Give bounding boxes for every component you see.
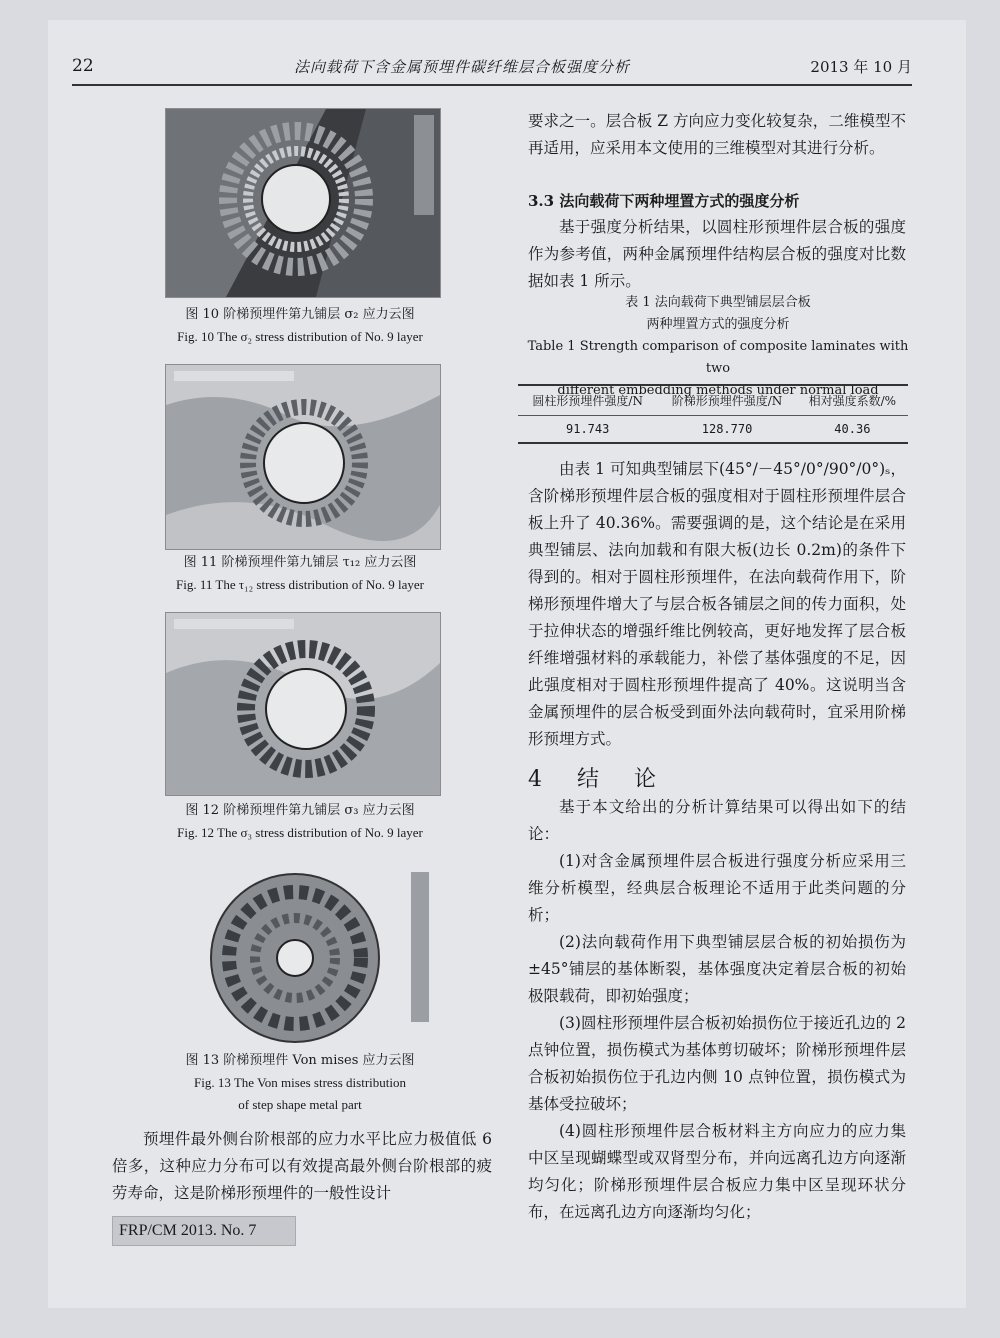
table-cell: 91.743: [566, 422, 610, 436]
intro-paragraph: 要求之一。层合板 Z 方向应力变化较复杂，二维模型不再适用，应采用本文使用的三维模型对其进行分析。: [528, 112, 906, 157]
figure-10-caption: [100, 304, 500, 348]
figure-10-caption-cn: 图 10 阶梯预埋件第九铺层 σ₂ 应力云图: [185, 307, 415, 322]
figure-12-image: [165, 612, 441, 796]
figure-10-image: [165, 108, 441, 298]
strength-table: [518, 384, 908, 444]
conclusion-4: (4)圆柱形预埋件层合板材料主方向应力的应力集中区呈现蝴蝶型或双肾型分布，并向远离孔边方向逐渐均匀化；阶梯形预埋件层合板应力集中区呈现环状分布，在远离孔边方向逐渐均匀化；: [528, 1122, 906, 1221]
issue-date: 2013 年 10 月: [810, 58, 912, 76]
figure-13-caption-en: Fig. 13 The Von mises stress distribution: [194, 1075, 406, 1090]
conclusion-3: (3)圆柱形预埋件层合板初始损伤位于接近孔边的 2 点钟位置，损伤模式为基体剪切破坏；阶梯形预埋件层合板初始损伤位于孔边内侧 10 点钟位置，损伤模式为基体受拉破坏；: [528, 1014, 906, 1113]
journal-footer: FRP/CM 2013. No. 7: [112, 1216, 296, 1246]
table-header-cell: 阶梯形预埋件强度/N: [657, 385, 796, 416]
left-bottom-paragraph: 预埋件最外侧台阶根部的应力水平比应力极值低 6 倍多，这种应力分布可以有效提高最外侧台阶根部的疲劳寿命，这是阶梯形预埋件的一般性设计: [112, 1130, 492, 1202]
table-1-caption-cn-1: 表 1 法向载荷下典型铺层层合板: [625, 295, 811, 310]
running-header: [72, 50, 912, 86]
figure-11-caption-en: Fig. 11 The τ₁₂ stress distribution of No. 9 layer: [176, 577, 424, 592]
page-number: 22: [72, 56, 94, 76]
section-4-heading: 4 结 论: [528, 767, 670, 792]
section-3-3-paragraph: 基于强度分析结果，以圆柱形预埋件层合板的强度作为参考值，两种金属预埋件结构层合板的强度对比数据如表 1 所示。: [528, 218, 906, 290]
table-1-caption-en-1: Table 1 Strength comparison of composite laminates with two: [527, 339, 909, 376]
section-4-paragraph: 基于本文给出的分析计算结果可以得出如下的结论：: [528, 798, 906, 843]
table-cell: 40.36: [834, 422, 871, 436]
figure-13-caption-cn: 图 13 阶梯预埋件 Von mises 应力云图: [185, 1053, 415, 1068]
figure-10-caption-en: Fig. 10 The σ₂ stress distribution of No. 9 layer: [177, 329, 423, 344]
table-header-cell: 相对强度系数/%: [797, 385, 908, 416]
figure-11-image: [165, 364, 441, 550]
running-title: 法向载荷下含金属预埋件碳纤维层合板强度分析: [294, 58, 631, 76]
section-3-3-heading: 3.3 法向载荷下两种埋置方式的强度分析: [528, 192, 800, 210]
figure-13-caption-en-line2: of step shape metal part: [238, 1097, 362, 1112]
figure-12-caption: [100, 800, 500, 844]
table-row: [518, 416, 908, 444]
figure-11-caption-cn: 图 11 阶梯预埋件第九铺层 τ₁₂ 应力云图: [183, 555, 417, 570]
table-1-caption-cn-2: 两种埋置方式的强度分析: [646, 317, 790, 332]
figure-13-caption: [100, 1050, 500, 1116]
figure-12-caption-en: Fig. 12 The σ₃ stress distribution of No. 9 layer: [177, 825, 423, 840]
result-paragraph: 由表 1 可知典型铺层下(45°/－45°/0°/90°/0°)ₛ，含阶梯形预埋件层合板的强度相对于圆柱形预埋件层合板上升了 40.36%。需要强调的是，这个结论是在采用典型铺层、法向加载和有限大板(边长 0.2m)的条件下得到的。相对于圆柱形预埋件，在法向载荷作用下，阶梯形预埋件增大了与层合板各铺层之间的传力面积，处于拉伸状态的增强纤维比例较高，更好地发挥了层合板纤维增强材料的承载能力，补偿了基体强度的不足，因此强度相对于圆柱形预埋件提高了 40%。这说明当含金属预埋件的层合板受到面外法向载荷时，宜采用阶梯形预埋方式。: [528, 460, 906, 748]
table-1-caption-en-2: different embedding methods under normal load: [557, 383, 879, 398]
table-header-cell: 圆柱形预埋件强度/N: [518, 385, 657, 416]
figure-11-caption: [100, 552, 500, 596]
figure-13-image: [165, 862, 439, 1044]
conclusion-2: (2)法向载荷作用下典型铺层层合板的初始损伤为 ±45°铺层的基体断裂，基体强度决定着层合板的初始极限载荷，即初始强度；: [528, 933, 906, 1005]
table-header-row: [518, 385, 908, 416]
conclusion-1: (1)对含金属预埋件层合板进行强度分析应采用三维分析模型，经典层合板理论不适用于此类问题的分析；: [528, 852, 906, 924]
table-cell: 128.770: [701, 422, 753, 436]
figure-12-caption-cn: 图 12 阶梯预埋件第九铺层 σ₃ 应力云图: [185, 803, 415, 818]
